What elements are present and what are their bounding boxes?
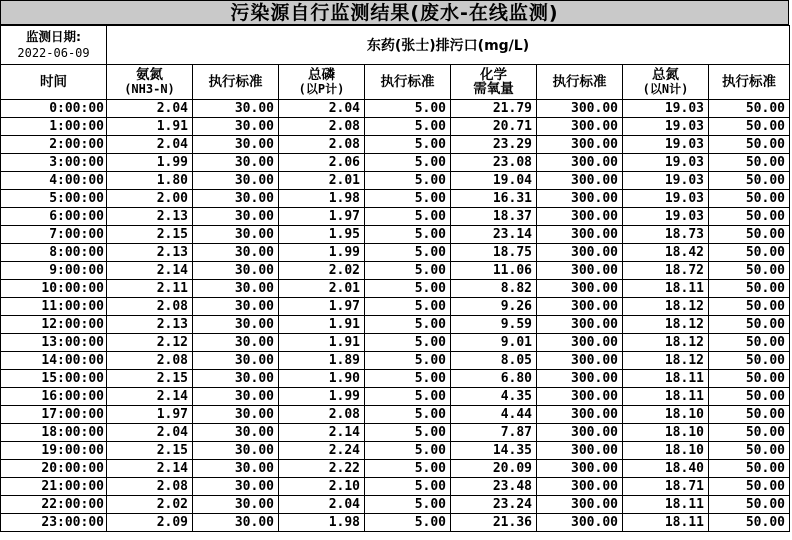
value-cell: 18.10 xyxy=(623,424,709,442)
value-cell: 30.00 xyxy=(193,388,279,406)
value-cell: 300.00 xyxy=(537,352,623,370)
column-header-main: 化学 xyxy=(480,67,507,83)
table-row xyxy=(1,406,790,424)
value-cell: 5.00 xyxy=(365,442,451,460)
column-header xyxy=(537,65,623,100)
value-cell: 5.00 xyxy=(365,460,451,478)
table-row xyxy=(1,172,790,190)
value-cell: 50.00 xyxy=(709,352,790,370)
value-cell: 50.00 xyxy=(709,262,790,280)
value-cell: 1.89 xyxy=(279,352,365,370)
value-cell: 300.00 xyxy=(537,370,623,388)
column-header xyxy=(107,65,193,100)
value-cell: 50.00 xyxy=(709,100,790,118)
value-cell: 2.09 xyxy=(107,514,193,532)
value-cell: 300.00 xyxy=(537,424,623,442)
value-cell: 2.14 xyxy=(279,424,365,442)
table-row xyxy=(1,424,790,442)
value-cell: 5.00 xyxy=(365,352,451,370)
table-row xyxy=(1,478,790,496)
value-cell: 5.00 xyxy=(365,154,451,172)
value-cell: 20.09 xyxy=(451,460,537,478)
table-row xyxy=(1,370,790,388)
table-row xyxy=(1,298,790,316)
value-cell: 5.00 xyxy=(365,226,451,244)
value-cell: 5.00 xyxy=(365,514,451,532)
value-cell: 18.12 xyxy=(623,316,709,334)
column-header xyxy=(451,65,537,100)
value-cell: 19.03 xyxy=(623,208,709,226)
value-cell: 2.15 xyxy=(107,226,193,244)
value-cell: 19.03 xyxy=(623,172,709,190)
value-cell: 50.00 xyxy=(709,478,790,496)
value-cell: 50.00 xyxy=(709,406,790,424)
value-cell: 30.00 xyxy=(193,406,279,424)
value-cell: 2.08 xyxy=(279,118,365,136)
value-cell: 5.00 xyxy=(365,190,451,208)
value-cell: 50.00 xyxy=(709,442,790,460)
column-header-main: 执行标准 xyxy=(208,74,263,90)
value-cell: 18.72 xyxy=(623,262,709,280)
value-cell: 5.00 xyxy=(365,136,451,154)
column-header-main: 氨氮 xyxy=(136,67,163,83)
time-cell: 5:00:00 xyxy=(1,190,107,208)
column-header-main: 执行标准 xyxy=(380,74,435,90)
value-cell: 5.00 xyxy=(365,424,451,442)
value-cell: 8.82 xyxy=(451,280,537,298)
time-cell: 1:00:00 xyxy=(1,118,107,136)
value-cell: 18.12 xyxy=(623,334,709,352)
value-cell: 2.13 xyxy=(107,208,193,226)
value-cell: 50.00 xyxy=(709,244,790,262)
value-cell: 300.00 xyxy=(537,460,623,478)
value-cell: 1.97 xyxy=(279,298,365,316)
value-cell: 2.04 xyxy=(107,100,193,118)
value-cell: 50.00 xyxy=(709,388,790,406)
value-cell: 30.00 xyxy=(193,334,279,352)
value-cell: 2.13 xyxy=(107,316,193,334)
value-cell: 30.00 xyxy=(193,172,279,190)
value-cell: 2.08 xyxy=(279,136,365,154)
value-cell: 5.00 xyxy=(365,262,451,280)
value-cell: 300.00 xyxy=(537,172,623,190)
time-cell: 7:00:00 xyxy=(1,226,107,244)
value-cell: 18.11 xyxy=(623,388,709,406)
value-cell: 50.00 xyxy=(709,208,790,226)
value-cell: 5.00 xyxy=(365,496,451,514)
value-cell: 50.00 xyxy=(709,298,790,316)
column-header-main: 时间 xyxy=(40,74,67,90)
value-cell: 30.00 xyxy=(193,262,279,280)
value-cell: 50.00 xyxy=(709,172,790,190)
value-cell: 30.00 xyxy=(193,136,279,154)
value-cell: 50.00 xyxy=(709,118,790,136)
value-cell: 300.00 xyxy=(537,136,623,154)
time-cell: 13:00:00 xyxy=(1,334,107,352)
value-cell: 6.80 xyxy=(451,370,537,388)
time-cell: 3:00:00 xyxy=(1,154,107,172)
table-row xyxy=(1,226,790,244)
value-cell: 1.99 xyxy=(107,154,193,172)
table-row xyxy=(1,460,790,478)
column-header xyxy=(193,65,279,100)
value-cell: 2.04 xyxy=(107,136,193,154)
value-cell: 16.31 xyxy=(451,190,537,208)
column-header-main: 执行标准 xyxy=(552,74,607,90)
value-cell: 1.98 xyxy=(279,514,365,532)
time-cell: 15:00:00 xyxy=(1,370,107,388)
time-cell: 10:00:00 xyxy=(1,280,107,298)
value-cell: 2.08 xyxy=(279,406,365,424)
value-cell: 30.00 xyxy=(193,118,279,136)
date-label: 监测日期: xyxy=(26,29,81,44)
table-row xyxy=(1,262,790,280)
table-row xyxy=(1,136,790,154)
value-cell: 30.00 xyxy=(193,478,279,496)
value-cell: 30.00 xyxy=(193,280,279,298)
value-cell: 300.00 xyxy=(537,514,623,532)
value-cell: 2.01 xyxy=(279,172,365,190)
column-header-sub: (以N计) xyxy=(642,82,689,96)
value-cell: 9.26 xyxy=(451,298,537,316)
value-cell: 50.00 xyxy=(709,496,790,514)
value-cell: 14.35 xyxy=(451,442,537,460)
column-header xyxy=(1,65,107,100)
table-row xyxy=(1,190,790,208)
value-cell: 5.00 xyxy=(365,316,451,334)
value-cell: 1.98 xyxy=(279,190,365,208)
value-cell: 18.10 xyxy=(623,406,709,424)
value-cell: 50.00 xyxy=(709,334,790,352)
value-cell: 23.29 xyxy=(451,136,537,154)
value-cell: 5.00 xyxy=(365,280,451,298)
value-cell: 19.04 xyxy=(451,172,537,190)
time-cell: 16:00:00 xyxy=(1,388,107,406)
value-cell: 11.06 xyxy=(451,262,537,280)
value-cell: 300.00 xyxy=(537,298,623,316)
value-cell: 2.14 xyxy=(107,262,193,280)
value-cell: 18.11 xyxy=(623,514,709,532)
value-cell: 19.03 xyxy=(623,136,709,154)
column-header-main: 总磷 xyxy=(308,67,335,83)
value-cell: 30.00 xyxy=(193,244,279,262)
value-cell: 300.00 xyxy=(537,388,623,406)
value-cell: 300.00 xyxy=(537,154,623,172)
value-cell: 30.00 xyxy=(193,370,279,388)
time-cell: 9:00:00 xyxy=(1,262,107,280)
value-cell: 4.35 xyxy=(451,388,537,406)
time-cell: 12:00:00 xyxy=(1,316,107,334)
value-cell: 30.00 xyxy=(193,496,279,514)
value-cell: 50.00 xyxy=(709,424,790,442)
value-cell: 300.00 xyxy=(537,208,623,226)
time-cell: 2:00:00 xyxy=(1,136,107,154)
value-cell: 4.44 xyxy=(451,406,537,424)
value-cell: 18.73 xyxy=(623,226,709,244)
column-header xyxy=(623,65,709,100)
value-cell: 300.00 xyxy=(537,100,623,118)
value-cell: 2.15 xyxy=(107,370,193,388)
value-cell: 2.15 xyxy=(107,442,193,460)
value-cell: 18.11 xyxy=(623,496,709,514)
value-cell: 30.00 xyxy=(193,226,279,244)
value-cell: 5.00 xyxy=(365,172,451,190)
value-cell: 30.00 xyxy=(193,316,279,334)
value-cell: 50.00 xyxy=(709,136,790,154)
value-cell: 300.00 xyxy=(537,226,623,244)
time-cell: 18:00:00 xyxy=(1,424,107,442)
table-row xyxy=(1,388,790,406)
value-cell: 7.87 xyxy=(451,424,537,442)
table-row xyxy=(1,514,790,532)
value-cell: 30.00 xyxy=(193,100,279,118)
value-cell: 2.04 xyxy=(279,100,365,118)
value-cell: 2.08 xyxy=(107,352,193,370)
time-cell: 21:00:00 xyxy=(1,478,107,496)
value-cell: 5.00 xyxy=(365,388,451,406)
time-cell: 11:00:00 xyxy=(1,298,107,316)
value-cell: 2.02 xyxy=(107,496,193,514)
time-cell: 4:00:00 xyxy=(1,172,107,190)
value-cell: 300.00 xyxy=(537,316,623,334)
value-cell: 300.00 xyxy=(537,118,623,136)
info-row xyxy=(1,26,790,65)
value-cell: 1.80 xyxy=(107,172,193,190)
value-cell: 1.90 xyxy=(279,370,365,388)
time-cell: 8:00:00 xyxy=(1,244,107,262)
value-cell: 5.00 xyxy=(365,118,451,136)
value-cell: 50.00 xyxy=(709,460,790,478)
value-cell: 2.11 xyxy=(107,280,193,298)
time-cell: 6:00:00 xyxy=(1,208,107,226)
results-table xyxy=(0,25,790,532)
value-cell: 1.99 xyxy=(279,388,365,406)
value-cell: 1.91 xyxy=(107,118,193,136)
value-cell: 2.06 xyxy=(279,154,365,172)
value-cell: 50.00 xyxy=(709,226,790,244)
value-cell: 30.00 xyxy=(193,442,279,460)
time-cell: 14:00:00 xyxy=(1,352,107,370)
column-header-sub: (NH3-N) xyxy=(124,82,175,96)
value-cell: 50.00 xyxy=(709,370,790,388)
value-cell: 18.42 xyxy=(623,244,709,262)
table-row xyxy=(1,334,790,352)
value-cell: 18.75 xyxy=(451,244,537,262)
time-cell: 23:00:00 xyxy=(1,514,107,532)
value-cell: 18.11 xyxy=(623,370,709,388)
value-cell: 1.91 xyxy=(279,316,365,334)
time-cell: 20:00:00 xyxy=(1,460,107,478)
value-cell: 18.40 xyxy=(623,460,709,478)
table-row xyxy=(1,208,790,226)
table-row xyxy=(1,442,790,460)
value-cell: 300.00 xyxy=(537,442,623,460)
value-cell: 5.00 xyxy=(365,370,451,388)
value-cell: 30.00 xyxy=(193,208,279,226)
time-cell: 22:00:00 xyxy=(1,496,107,514)
monitoring-date-cell xyxy=(1,26,107,65)
table-row xyxy=(1,352,790,370)
value-cell: 1.97 xyxy=(279,208,365,226)
value-cell: 30.00 xyxy=(193,352,279,370)
value-cell: 23.08 xyxy=(451,154,537,172)
column-header xyxy=(365,65,451,100)
value-cell: 300.00 xyxy=(537,244,623,262)
value-cell: 18.12 xyxy=(623,298,709,316)
value-cell: 8.05 xyxy=(451,352,537,370)
time-cell: 17:00:00 xyxy=(1,406,107,424)
value-cell: 1.95 xyxy=(279,226,365,244)
column-header-main: 总氮 xyxy=(652,67,679,83)
value-cell: 30.00 xyxy=(193,190,279,208)
value-cell: 30.00 xyxy=(193,298,279,316)
value-cell: 30.00 xyxy=(193,424,279,442)
value-cell: 21.36 xyxy=(451,514,537,532)
column-header xyxy=(279,65,365,100)
value-cell: 2.24 xyxy=(279,442,365,460)
value-cell: 18.37 xyxy=(451,208,537,226)
time-cell: 19:00:00 xyxy=(1,442,107,460)
value-cell: 2.22 xyxy=(279,460,365,478)
value-cell: 2.08 xyxy=(107,478,193,496)
table-row xyxy=(1,100,790,118)
value-cell: 19.03 xyxy=(623,154,709,172)
value-cell: 2.04 xyxy=(107,424,193,442)
value-cell: 5.00 xyxy=(365,478,451,496)
value-cell: 50.00 xyxy=(709,154,790,172)
value-cell: 300.00 xyxy=(537,406,623,424)
table-row xyxy=(1,316,790,334)
value-cell: 2.02 xyxy=(279,262,365,280)
value-cell: 30.00 xyxy=(193,460,279,478)
value-cell: 300.00 xyxy=(537,334,623,352)
value-cell: 1.99 xyxy=(279,244,365,262)
value-cell: 20.71 xyxy=(451,118,537,136)
value-cell: 5.00 xyxy=(365,406,451,424)
value-cell: 19.03 xyxy=(623,118,709,136)
column-header xyxy=(709,65,790,100)
value-cell: 50.00 xyxy=(709,190,790,208)
date-value: 2022-06-09 xyxy=(17,46,90,60)
value-cell: 30.00 xyxy=(193,514,279,532)
value-cell: 5.00 xyxy=(365,298,451,316)
value-cell: 2.14 xyxy=(107,460,193,478)
value-cell: 23.24 xyxy=(451,496,537,514)
value-cell: 300.00 xyxy=(537,496,623,514)
table-row xyxy=(1,244,790,262)
table-row xyxy=(1,280,790,298)
table-row xyxy=(1,154,790,172)
column-header-sub: (以P计) xyxy=(298,82,345,96)
value-cell: 9.59 xyxy=(451,316,537,334)
value-cell: 19.03 xyxy=(623,190,709,208)
value-cell: 19.03 xyxy=(623,100,709,118)
value-cell: 18.11 xyxy=(623,280,709,298)
value-cell: 18.10 xyxy=(623,442,709,460)
value-cell: 18.12 xyxy=(623,352,709,370)
value-cell: 50.00 xyxy=(709,280,790,298)
column-header-sub: 需氧量 xyxy=(473,81,514,97)
value-cell: 9.01 xyxy=(451,334,537,352)
column-header-main: 执行标准 xyxy=(722,74,776,90)
value-cell: 300.00 xyxy=(537,280,623,298)
value-cell: 1.97 xyxy=(107,406,193,424)
value-cell: 5.00 xyxy=(365,334,451,352)
value-cell: 2.01 xyxy=(279,280,365,298)
value-cell: 21.79 xyxy=(451,100,537,118)
value-cell: 50.00 xyxy=(709,514,790,532)
outlet-name: 东药(张士)排污口(mg/L) xyxy=(107,26,790,65)
value-cell: 2.12 xyxy=(107,334,193,352)
value-cell: 2.08 xyxy=(107,298,193,316)
value-cell: 2.13 xyxy=(107,244,193,262)
header-row xyxy=(1,65,790,100)
value-cell: 18.71 xyxy=(623,478,709,496)
sheet-title: 污染源自行监测结果(废水-在线监测) xyxy=(0,0,789,25)
value-cell: 50.00 xyxy=(709,316,790,334)
value-cell: 2.14 xyxy=(107,388,193,406)
value-cell: 300.00 xyxy=(537,190,623,208)
value-cell: 30.00 xyxy=(193,154,279,172)
value-cell: 1.91 xyxy=(279,334,365,352)
value-cell: 5.00 xyxy=(365,244,451,262)
time-cell: 0:00:00 xyxy=(1,100,107,118)
value-cell: 5.00 xyxy=(365,208,451,226)
value-cell: 2.00 xyxy=(107,190,193,208)
table-row xyxy=(1,118,790,136)
value-cell: 23.48 xyxy=(451,478,537,496)
value-cell: 2.04 xyxy=(279,496,365,514)
table-row xyxy=(1,496,790,514)
value-cell: 300.00 xyxy=(537,262,623,280)
value-cell: 5.00 xyxy=(365,100,451,118)
value-cell: 23.14 xyxy=(451,226,537,244)
value-cell: 2.10 xyxy=(279,478,365,496)
value-cell: 300.00 xyxy=(537,478,623,496)
